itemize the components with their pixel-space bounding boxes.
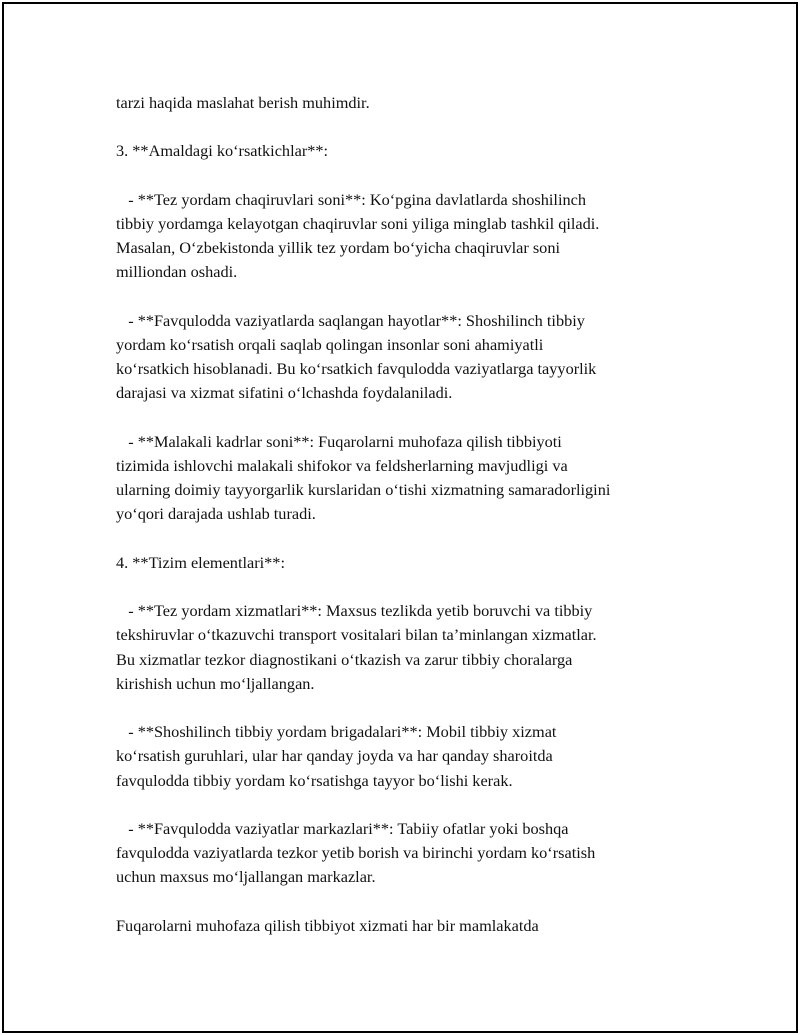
- text-line: darajasi va xizmat sifatini o‘lchashda foydalaniladi.: [116, 383, 453, 403]
- document-body: [116, 91, 686, 962]
- text-line: - **Favqulodda vaziyatlarda saqlangan hayotlar**: Shoshilinch tibbiy: [116, 310, 585, 330]
- paragraph: [116, 599, 686, 696]
- text-line: - **Favqulodda vaziyatlar markazlari**: Tabiiy ofatlar yoki boshqa: [116, 818, 569, 838]
- text-line: kirishish uchun mo‘ljallangan.: [116, 673, 315, 693]
- text-line: yordam ko‘rsatish orqali saqlab qolingan insonlar soni ahamiyatli: [116, 334, 544, 354]
- text-line: - **Tez yordam chaqiruvlari soni**: Ko‘pgina davlatlarda shoshilinch: [116, 189, 586, 209]
- text-line: uchun maxsus mo‘ljallangan markazlar.: [116, 867, 376, 887]
- text-line: milliondan oshadi.: [116, 262, 238, 282]
- text-line: tarzi haqida maslahat berish muhimdir.: [116, 93, 370, 112]
- paragraph: [116, 91, 686, 115]
- text-line: - **Shoshilinch tibbiy yordam brigadalari**: Mobil tibbiy xizmat: [116, 722, 557, 742]
- text-line: yo‘qori darajada ushlab turadi.: [116, 504, 316, 524]
- paragraph: [116, 720, 686, 793]
- text-line: tibbiy yordamga kelayotgan chaqiruvlar soni yiliga minglab tashkil qiladi.: [116, 213, 600, 233]
- text-line: tizimida ishlovchi malakali shifokor va feldsherlarning mavjudligi va: [116, 455, 568, 475]
- paragraph: [116, 309, 686, 406]
- paragraph: [116, 188, 686, 285]
- paragraph: [116, 817, 686, 890]
- text-line: Bu xizmatlar tezkor diagnostikani o‘tkazish va zarur tibbiy choralarga: [116, 649, 573, 669]
- text-line: favqulodda vaziyatlarda tezkor yetib borish va birinchi yordam ko‘rsatish: [116, 843, 596, 863]
- text-line: tekshiruvlar o‘tkazuvchi transport vositalari bilan ta’minlangan xizmatlar.: [116, 625, 597, 645]
- text-line: favqulodda tibbiy yordam ko‘rsatishga tayyor bo‘lishi kerak.: [116, 770, 513, 790]
- text-line: Fuqarolarni muhofaza qilish tibbiyot xizmati har bir mamlakatda: [116, 915, 539, 935]
- text-line: ularning doimiy tayyorgarlik kurslaridan o‘tishi xizmatning samaradorligini: [116, 480, 611, 500]
- text-line: - **Malakali kadrlar soni**: Fuqarolarni muhofaza qilish tibbiyoti: [116, 431, 562, 451]
- text-line: 3. **Amaldagi ko‘rsatkichlar**:: [116, 141, 329, 161]
- paragraph: [116, 914, 686, 938]
- text-line: - **Tez yordam xizmatlari**: Maxsus tezlikda yetib boruvchi va tibbiy: [116, 601, 593, 621]
- text-line: 4. **Tizim elementlari**:: [116, 552, 285, 572]
- text-line: ko‘rsatkich hisoblanadi. Bu ko‘rsatkich favqulodda vaziyatlarga tayyorlik: [116, 359, 597, 379]
- paragraph: [116, 430, 686, 527]
- paragraph: [116, 139, 686, 163]
- text-line: ko‘rsatish guruhlari, ular har qanday joyda va har qanday sharoitda: [116, 746, 553, 766]
- text-line: Masalan, O‘zbekistonda yillik tez yordam bo‘yicha chaqiruvlar soni: [116, 238, 560, 258]
- paragraph: [116, 551, 686, 575]
